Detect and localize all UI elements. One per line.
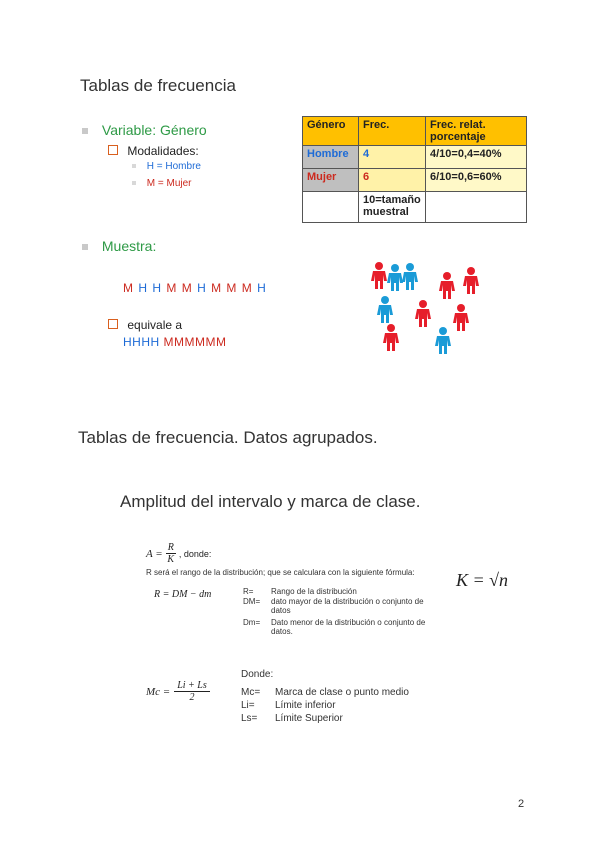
equivale-sequence [123,335,227,349]
modalidad-hombre-text: H = Hombre [146,161,201,172]
formula-a-fraction [166,542,176,565]
header-frec: Frec. [359,117,426,146]
person-female-icon [415,300,431,327]
person-male-icon [435,327,451,354]
small-bullet-icon [132,164,136,168]
seq-letter: H [138,281,149,295]
people-illustration [360,260,490,360]
def-term: Mc= [241,687,261,698]
defs-r [243,587,443,636]
formula-a [146,542,211,565]
modalidad-mujer-text: M = Mujer [146,178,192,189]
formula-a-den: K [167,554,175,565]
header-frec-relat: Frec. relat. porcentaje [426,117,527,146]
cell-genero-mujer: Mujer [303,169,359,192]
person-female-icon [371,262,387,289]
seq-letter: M [181,281,193,295]
equivale-line [108,318,182,332]
cell-frec-hombre: 4 [359,146,426,169]
def-term: Li= [241,700,255,711]
def-desc: dato mayor de la distribución o conjunto de datos [271,597,424,615]
donde-label: Donde: [241,669,274,680]
def-term: R= [243,587,254,596]
def-desc: Límite inferior [275,700,336,711]
cell-frec-mujer: 6 [359,169,426,192]
formula-mc-fraction [174,680,210,703]
def-desc: Marca de clase o punto medio [275,687,409,698]
def-desc: Límite Superior [275,713,343,724]
modalidades-label: Modalidades: [127,144,199,158]
table-header-row [303,117,527,146]
small-bullet-icon [132,181,136,185]
person-female-icon [463,267,479,294]
cell-frec-total: 10=tamaño muestral [359,192,426,223]
variable-line [82,122,207,138]
person-female-icon [439,272,455,299]
def-row [241,713,461,724]
def-term: Ls= [241,713,258,724]
def-term: Dm= [243,618,261,627]
header-genero: Género [303,117,359,146]
def-term: DM= [243,597,261,606]
person-male-icon [377,296,393,323]
muestra-line [82,238,156,254]
def-row [243,587,443,596]
table-row [303,169,527,192]
section2-subtitle: Amplitud del intervalo y marca de clase. [120,492,421,511]
equivale-label: equivale a [127,318,183,332]
cell-rel-hombre: 4/10=0,4=40% [426,146,527,169]
def-desc: Rango de la distribución [271,587,357,596]
modalidad-mujer [132,178,192,189]
seq-letter: H [197,281,207,295]
formula-a-lhs: A = [146,547,163,560]
seq-letter: H [257,281,267,295]
seq-letter: M [166,281,178,295]
cell-rel-total [426,192,527,223]
seq-letter: M [123,281,134,295]
cell-genero-hombre: Hombre [303,146,359,169]
bullet-icon [82,244,88,250]
seq-letter: M [211,281,223,295]
person-male-icon [402,263,418,290]
bullet-icon [82,128,88,134]
formula-a-num: R [167,542,174,553]
formula-mc-num: Li + Ls [174,680,210,692]
def-row [241,687,461,698]
seq-letter: H [152,281,163,295]
formula-mc [146,680,210,703]
formula-mc-lhs: Mc = [146,685,171,698]
variable-label: Variable: Género [101,122,207,138]
r-description: R será el rango de la distribución; que se calculara con la siguiente fórmula: [146,568,415,577]
formula-mc-den: 2 [189,692,195,703]
frequency-table-wrap [302,116,527,223]
cell-genero-total [303,192,359,223]
open-square-bullet-icon [108,319,118,329]
muestra-sequence [123,281,267,295]
formula-r: R = DM − dm [154,589,212,600]
person-female-icon [383,324,399,351]
table-row [303,146,527,169]
muestra-label: Muestra: [101,238,157,254]
page-number: 2 [518,798,525,810]
cell-rel-mujer: 6/10=0,6=60% [426,169,527,192]
section1-title: Tablas de frecuencia [80,76,236,95]
modalidad-hombre [132,161,201,172]
section2-title: Tablas de frecuencia. Datos agrupados. [78,428,378,447]
def-desc: Dato menor de la distribución o conjunto de datos. [271,618,426,636]
def-row [243,597,443,615]
frequency-table [302,116,527,223]
table-row [303,192,527,223]
seq-letter: M [226,281,238,295]
seq-letter: M [241,281,253,295]
formula-a-suffix: , donde: [178,548,212,559]
formula-k: K = √n [456,570,509,590]
defs-mc [241,687,461,724]
person-male-icon [387,264,403,291]
def-row [243,618,443,636]
open-square-bullet-icon [108,145,118,155]
equivale-h: HHHH [123,335,160,349]
person-female-icon [453,304,469,331]
def-row [241,700,461,711]
modalidades-line [108,144,199,158]
equivale-m: MMMMMM [163,335,227,349]
